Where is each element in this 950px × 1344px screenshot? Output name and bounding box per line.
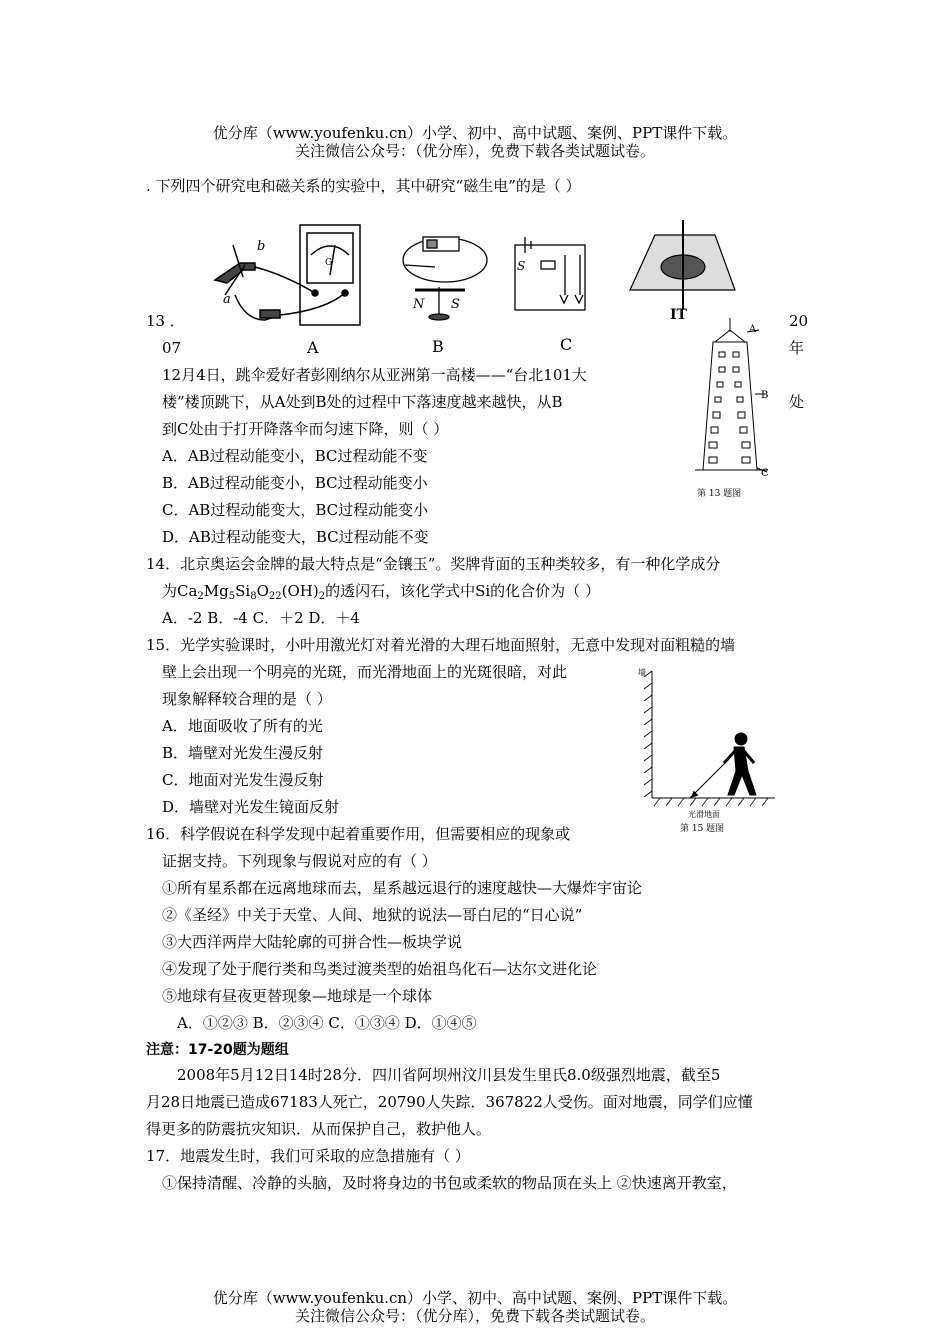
header-line-1: 优分库（www.youfenku.cn）小学、初中、高中试题、案例、PPT课件下载。 [212, 124, 738, 142]
wall-caption: 第 15 题图 [680, 824, 725, 834]
q17-line-1: ①保持清醒、冷静的头脑，及时将身边的书包或柔软的物品顶在头上 ②快速离开教室， [162, 1174, 737, 1192]
q16-line-2: 证据支持。下列现象与假说对应的有（ ） [162, 852, 437, 870]
q14-formula-post: 的透闪石，该化学式中Si的化合价为（ ） [325, 582, 600, 600]
note-para-3: 得更多的防震抗灾知识．从而保护自己，救护他人。 [146, 1120, 492, 1138]
q16-item-2: ②《圣经》中关于天堂、人间、地狱的说法—哥白尼的“日心说” [162, 906, 583, 924]
q16-line-1: 16．科学假说在科学发现中起着重要作用，但需要相应的现象或 [146, 825, 571, 843]
q12-label-b: B [432, 337, 444, 356]
q15-option-d: D．墙壁对光发生镜面反射 [162, 798, 340, 816]
q12-figure-svg [205, 215, 745, 345]
q15-line-2: 壁上会出现一个明亮的光斑，而光滑地面上的光斑很暗，对此 [162, 663, 568, 681]
q14-line-2 [162, 581, 600, 601]
fig-b-label-n: N [413, 297, 425, 312]
fig-a-label-b: b [257, 239, 266, 254]
figure-a-apparatus [215, 225, 360, 325]
q14-sub-si: 8 [250, 591, 257, 602]
q14-formula-o: O [256, 582, 269, 600]
q15-line-3: 现象解释较合理的是（ ） [162, 690, 332, 708]
q16-options: A．①②③ B．②③④ C．①③④ D．①④⑤ [177, 1014, 477, 1032]
floor-label: 光滑地面 [688, 810, 720, 819]
q16-item-5: ⑤地球有昼夜更替现象—地球是一个球体 [162, 987, 433, 1005]
q15-line-1: 15．光学实验课时，小叶用激光灯对着光滑的大理石地面照射，无意中发现对面粗糙的墙 [146, 636, 736, 654]
figure-c-apparatus [515, 237, 585, 310]
q14-formula-pre: 为Ca [162, 582, 198, 600]
q16-item-1: ①所有星系都在远离地球而去，星系越远退行的速度越快—大爆炸宇宙论 [162, 879, 643, 897]
footer-line-2: 关注微信公众号：（优分库），免费下载各类试题试卷。 [294, 1307, 655, 1325]
header-line-2: 关注微信公众号：（优分库），免费下载各类试题试卷。 [294, 142, 655, 160]
q14-sub-o: 22 [268, 591, 282, 602]
building-svg [675, 312, 785, 504]
fig-b-label-s: S [451, 297, 460, 312]
building-label-a: A [749, 324, 757, 335]
building-caption: 第 13 题图 [697, 489, 742, 499]
note-para-2: 月28日地震已造成67183人死亡，20790人失踪．367822人受伤。面对地震，同学们应懂 [146, 1093, 753, 1111]
footer-line-1: 优分库（www.youfenku.cn）小学、初中、高中试题、案例、PPT课件下载。 [212, 1289, 738, 1307]
q12-figures [205, 215, 745, 345]
q12-label-c: C [560, 335, 573, 354]
q15-wall-figure [630, 663, 780, 835]
wall-label: 墙 [638, 668, 646, 677]
q13-line-2: 楼”楼顶跳下，从A处到B处的过程中下落速度越来越快，从B [162, 393, 563, 411]
q13-chu: 处 [789, 393, 805, 411]
q14-options: A．-2 B．-4 C．＋2 D．＋4 [162, 609, 360, 627]
fig-d-label: IT [670, 307, 687, 323]
q14-formula-oh: (OH) [281, 582, 319, 600]
q13-building-figure [675, 312, 785, 504]
figure-d-apparatus [630, 220, 735, 310]
q12-label-a: A [307, 338, 319, 357]
q13-nian: 年 [789, 339, 805, 357]
q15-option-b: B．墙壁对光发生漫反射 [162, 744, 324, 762]
fig-a-label-a: a [223, 292, 231, 307]
q14-sub-mg: 5 [228, 591, 236, 602]
q16-item-4: ④发现了处于爬行类和鸟类过渡类型的始祖鸟化石—达尔文进化论 [162, 960, 598, 978]
building-label-b: B [761, 390, 769, 401]
q13-line-1: 12月4日，跳伞爱好者彭刚纳尔从亚洲第一高楼——“台北101大 [162, 366, 587, 384]
fig-c-label-s: S [517, 259, 526, 273]
wall-svg [630, 663, 780, 835]
q13-year-a: 20 [789, 312, 809, 330]
q17-stem: 17．地震发生时，我们可采取的应急措施有（ ） [146, 1147, 470, 1165]
q13-option-b: B．AB过程动能变小，BC过程动能变小 [162, 474, 428, 492]
q16-item-3: ③大西洋两岸大陆轮廓的可拼合性—板块学说 [162, 933, 463, 951]
q13-option-a: A．AB过程动能变小，BC过程动能不变 [162, 447, 428, 465]
q14-sub-oh: 2 [318, 591, 326, 602]
q12-stem: . 下列四个研究电和磁关系的实验中，其中研究“磁生电”的是（ ） [146, 177, 581, 195]
q13-year-b: 07 [162, 339, 182, 357]
q13-number: 13 ． [146, 312, 185, 330]
q14-formula-mg: Mg [203, 582, 229, 600]
q13-option-c: C．AB过程动能变大，BC过程动能变小 [162, 501, 429, 519]
q14-sub-ca: 2 [197, 591, 204, 602]
q15-option-a: A．地面吸收了所有的光 [162, 717, 323, 735]
building-label-c: C [761, 468, 769, 479]
note-para-1: 2008年5月12日14时28分．四川省阿坝州汶川县发生里氏8.0级强烈地震，截至5 [177, 1066, 721, 1084]
q13-line-3: 到C处由于打开降落伞而匀速下降，则（ ） [162, 420, 449, 438]
group-note-title: 注意：17-20题为题组 [146, 1042, 289, 1058]
q14-line-1: 14．北京奥运会金牌的最大特点是“金镶玉”。奖牌背面的玉种类较多，有一种化学成分 [146, 555, 721, 573]
q13-option-d: D．AB过程动能变大，BC过程动能不变 [162, 528, 429, 546]
q15-option-c: C．地面对光发生漫反射 [162, 771, 324, 789]
q14-formula-si: Si [235, 582, 251, 600]
fig-a-label-g: G [325, 258, 333, 268]
